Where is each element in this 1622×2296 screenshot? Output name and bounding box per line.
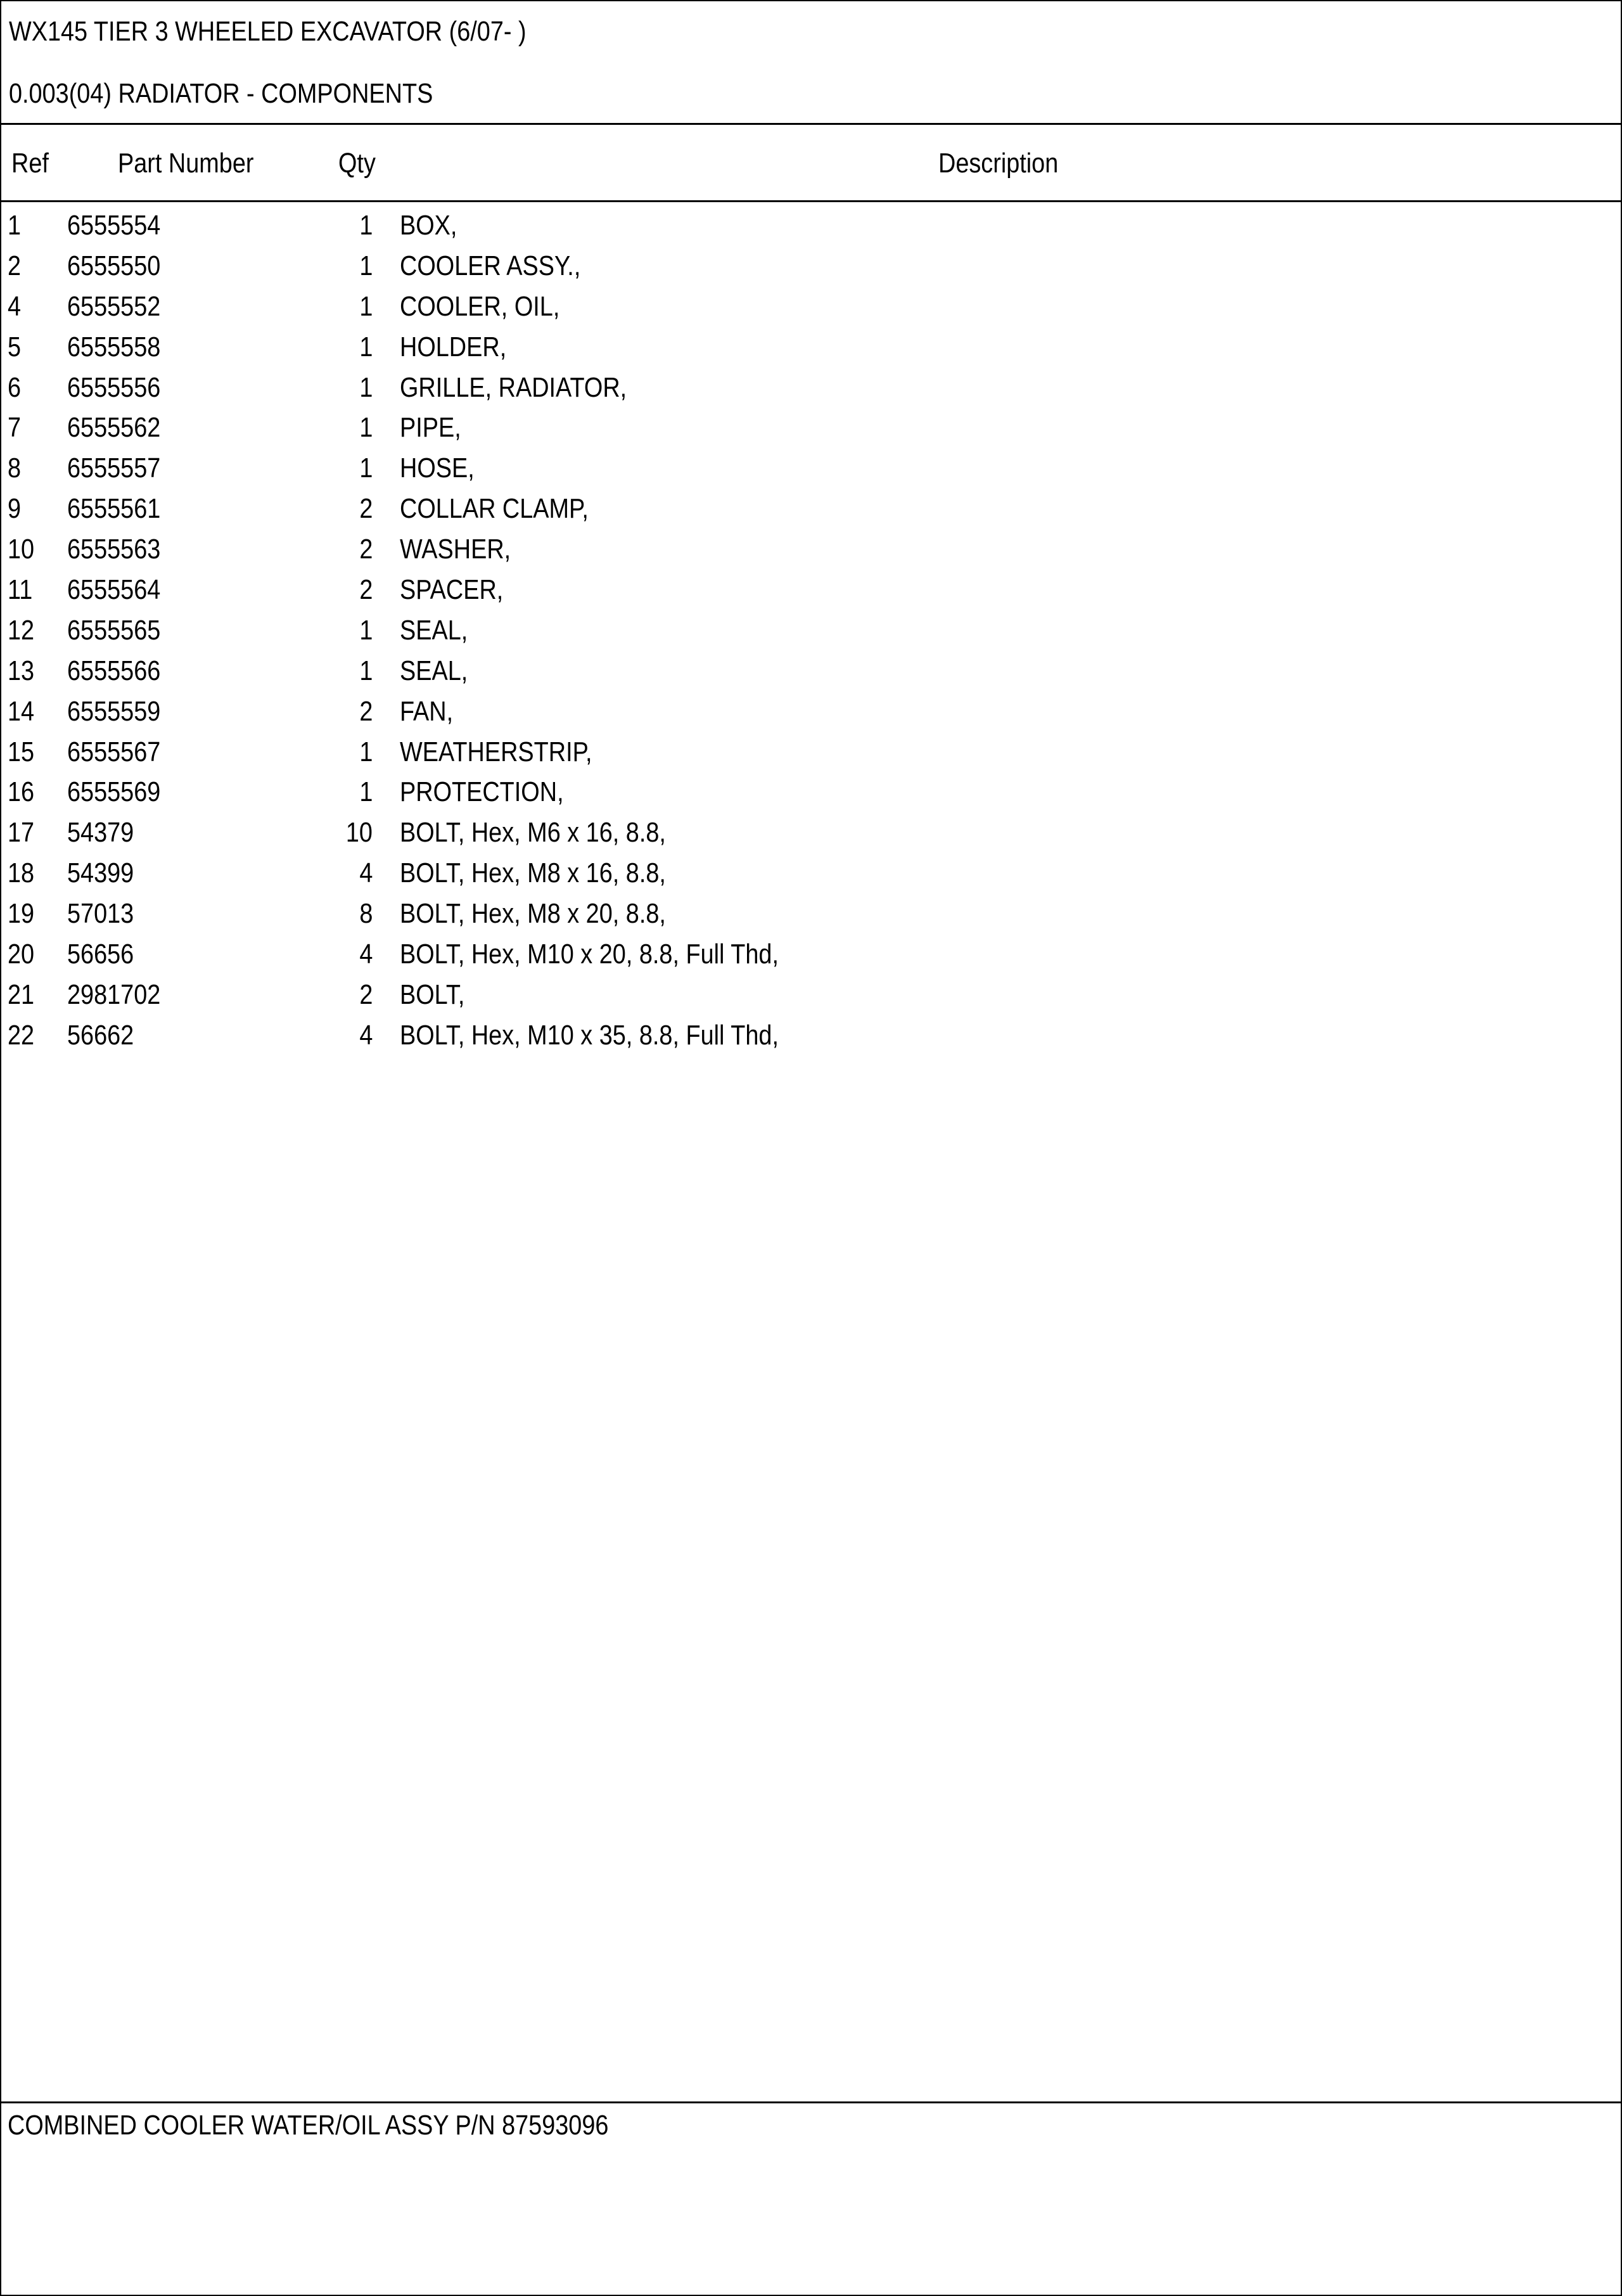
table-row bbox=[1, 938, 1621, 978]
cell-ref: 13 bbox=[8, 655, 35, 686]
cell-description: SEAL, bbox=[400, 655, 468, 686]
cell-ref: 8 bbox=[8, 452, 22, 484]
cell-description: PIPE, bbox=[400, 412, 461, 444]
cell-description: BOLT, Hex, M6 x 16, 8.8, bbox=[400, 817, 666, 849]
cell-qty: 2 bbox=[359, 534, 373, 565]
cell-part-number: 54379 bbox=[67, 817, 134, 849]
cell-qty: 2 bbox=[359, 978, 373, 1010]
cell-part-number: 56662 bbox=[67, 1019, 134, 1051]
cell-description: SPACER, bbox=[400, 574, 504, 606]
cell-part-number: 6555564 bbox=[67, 574, 161, 606]
cell-ref: 2 bbox=[8, 250, 22, 281]
cell-description: BOLT, Hex, M8 x 16, 8.8, bbox=[400, 857, 666, 889]
cell-description: WEATHERSTRIP, bbox=[400, 736, 592, 767]
cell-part-number: 6555561 bbox=[67, 493, 161, 525]
table-row bbox=[1, 209, 1621, 250]
cell-qty: 2 bbox=[359, 695, 373, 727]
cell-qty: 10 bbox=[345, 817, 373, 849]
cell-part-number: 6555565 bbox=[67, 614, 161, 646]
cell-qty: 1 bbox=[359, 250, 373, 281]
cell-ref: 11 bbox=[8, 574, 33, 606]
cell-part-number: 6555556 bbox=[67, 371, 161, 403]
cell-ref: 10 bbox=[8, 534, 35, 565]
footnote: COMBINED COOLER WATER/OIL ASSY P/N 87593096 bbox=[8, 2110, 609, 2141]
divider-top bbox=[1, 123, 1621, 125]
table-row bbox=[1, 736, 1621, 776]
table-row bbox=[1, 411, 1621, 452]
cell-description: FAN, bbox=[400, 695, 454, 727]
table-row bbox=[1, 857, 1621, 897]
table-row bbox=[1, 978, 1621, 1019]
column-header-qty: Qty bbox=[338, 148, 376, 179]
cell-part-number: 6555566 bbox=[67, 655, 161, 686]
cell-qty: 2 bbox=[359, 574, 373, 606]
cell-description: WASHER, bbox=[400, 534, 511, 565]
cell-ref: 9 bbox=[8, 493, 22, 525]
cell-ref: 18 bbox=[8, 857, 35, 889]
cell-qty: 8 bbox=[359, 898, 373, 930]
cell-ref: 16 bbox=[8, 776, 35, 808]
divider-footer bbox=[1, 2101, 1621, 2103]
cell-ref: 7 bbox=[8, 412, 22, 444]
cell-ref: 17 bbox=[8, 817, 35, 849]
cell-qty: 4 bbox=[359, 857, 373, 889]
cell-qty: 1 bbox=[359, 776, 373, 808]
cell-description: BOLT, Hex, M10 x 20, 8.8, Full Thd, bbox=[400, 939, 779, 970]
cell-part-number: 6555569 bbox=[67, 776, 161, 808]
cell-ref: 4 bbox=[8, 290, 22, 322]
cell-qty: 2 bbox=[359, 493, 373, 525]
cell-qty: 1 bbox=[359, 655, 373, 686]
cell-qty: 1 bbox=[359, 371, 373, 403]
table-row bbox=[1, 1019, 1621, 1060]
divider-header bbox=[1, 200, 1621, 202]
table-row bbox=[1, 331, 1621, 371]
cell-part-number: 56656 bbox=[67, 939, 134, 970]
cell-description: BOX, bbox=[400, 210, 457, 241]
cell-description: COOLER ASSY., bbox=[400, 250, 581, 281]
cell-qty: 4 bbox=[359, 1019, 373, 1051]
cell-ref: 5 bbox=[8, 331, 22, 362]
cell-description: BOLT, bbox=[400, 978, 465, 1010]
cell-description: BOLT, Hex, M10 x 35, 8.8, Full Thd, bbox=[400, 1019, 779, 1051]
cell-description: PROTECTION, bbox=[400, 776, 564, 808]
table-row bbox=[1, 250, 1621, 290]
document-title: WX145 TIER 3 WHEELED EXCAVATOR (6/07- ) bbox=[9, 16, 527, 47]
cell-part-number: 6555563 bbox=[67, 534, 161, 565]
cell-qty: 1 bbox=[359, 452, 373, 484]
cell-description: SEAL, bbox=[400, 614, 468, 646]
cell-qty: 1 bbox=[359, 290, 373, 322]
table-row bbox=[1, 897, 1621, 938]
cell-description: HOLDER, bbox=[400, 331, 507, 362]
cell-qty: 4 bbox=[359, 939, 373, 970]
cell-part-number: 6555558 bbox=[67, 331, 161, 362]
table-row bbox=[1, 492, 1621, 533]
cell-description: BOLT, Hex, M8 x 20, 8.8, bbox=[400, 898, 666, 930]
cell-part-number: 6555562 bbox=[67, 412, 161, 444]
cell-description: GRILLE, RADIATOR, bbox=[400, 371, 627, 403]
cell-description: HOSE, bbox=[400, 452, 475, 484]
cell-ref: 22 bbox=[8, 1019, 35, 1051]
table-row bbox=[1, 371, 1621, 412]
table-row bbox=[1, 816, 1621, 857]
table-row bbox=[1, 574, 1621, 614]
cell-qty: 1 bbox=[359, 331, 373, 362]
column-header-ref: Ref bbox=[11, 148, 49, 179]
table-row bbox=[1, 614, 1621, 655]
parts-table-body bbox=[1, 209, 1621, 1060]
cell-part-number: 6555554 bbox=[67, 210, 161, 241]
cell-qty: 1 bbox=[359, 736, 373, 767]
section-subtitle: 0.003(04) RADIATOR - COMPONENTS bbox=[9, 78, 433, 109]
cell-ref: 1 bbox=[8, 210, 22, 241]
cell-part-number: 6555552 bbox=[67, 290, 161, 322]
cell-description: COOLER, OIL, bbox=[400, 290, 560, 322]
cell-qty: 1 bbox=[359, 614, 373, 646]
cell-ref: 15 bbox=[8, 736, 35, 767]
cell-ref: 20 bbox=[8, 939, 35, 970]
cell-qty: 1 bbox=[359, 412, 373, 444]
column-header-description: Description bbox=[938, 148, 1059, 179]
cell-description: COLLAR CLAMP, bbox=[400, 493, 589, 525]
table-row bbox=[1, 290, 1621, 331]
cell-part-number: 2981702 bbox=[67, 978, 161, 1010]
table-row bbox=[1, 533, 1621, 574]
table-row bbox=[1, 452, 1621, 492]
cell-part-number: 6555550 bbox=[67, 250, 161, 281]
cell-ref: 12 bbox=[8, 614, 35, 646]
cell-ref: 21 bbox=[8, 978, 35, 1010]
cell-ref: 19 bbox=[8, 898, 35, 930]
table-row bbox=[1, 695, 1621, 736]
cell-ref: 6 bbox=[8, 371, 22, 403]
cell-part-number: 6555567 bbox=[67, 736, 161, 767]
table-row bbox=[1, 776, 1621, 816]
cell-qty: 1 bbox=[359, 210, 373, 241]
cell-part-number: 6555557 bbox=[67, 452, 161, 484]
cell-ref: 14 bbox=[8, 695, 35, 727]
cell-part-number: 6555559 bbox=[67, 695, 161, 727]
column-header-part-number: Part Number bbox=[118, 148, 254, 179]
table-row bbox=[1, 655, 1621, 695]
cell-part-number: 57013 bbox=[67, 898, 134, 930]
cell-part-number: 54399 bbox=[67, 857, 134, 889]
